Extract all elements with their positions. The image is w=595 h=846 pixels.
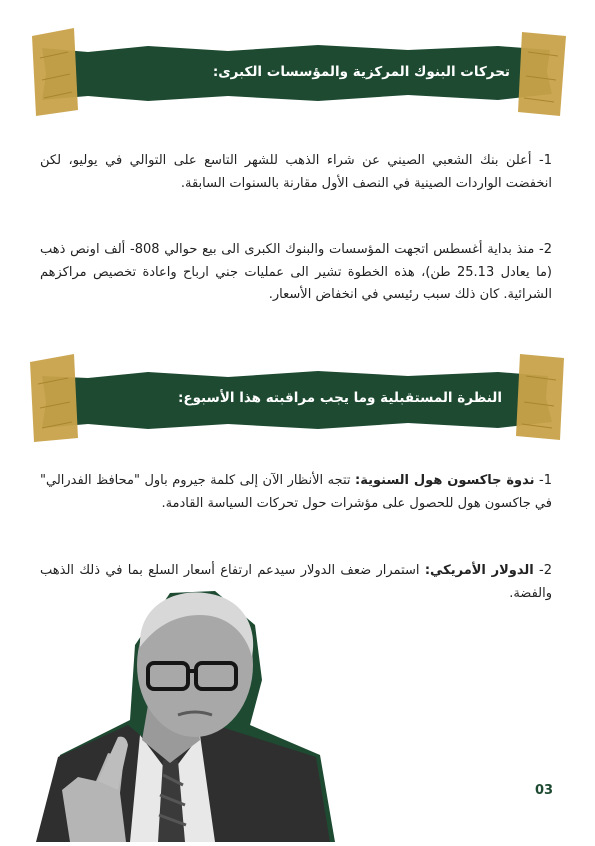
tape-right [516, 354, 564, 440]
section2-banner [28, 352, 568, 444]
item-text: تتجه الأنظار الآن إلى كلمة جيروم باول "محافظ الفدرالي" في جاكسون هول للحصول على مؤشرات حول تحركات السياسة القادمة. [40, 473, 552, 511]
tape-right [518, 32, 566, 116]
item-prefix: 2- [533, 563, 552, 578]
section1-banner [28, 28, 568, 118]
item-heading: الدولار الأمريكي: [424, 563, 534, 578]
tape-left [32, 28, 78, 116]
section1-title: تحركات البنوك المركزية والمؤسسات الكبرى: [212, 64, 510, 80]
item-prefix: 1- [534, 473, 552, 488]
section2-item-1 [40, 470, 552, 515]
page-number: 03 [535, 783, 554, 798]
tape-left [30, 354, 78, 442]
item-heading: ندوة جاكسون هول السنوية: [355, 473, 535, 488]
item-text: استمرار ضعف الدولار سيدعم ارتفاع أسعار السلع بما في ذلك الذهب والفضة. [40, 563, 552, 601]
section2-title: النظرة المستقبلية وما يجب مراقبته هذا الأسبوع: [177, 390, 502, 406]
section1-item-1: 1- أعلن بنك الشعبي الصيني عن شراء الذهب للشهر التاسع على التوالي في يوليو، لكن انخفضت الواردات الصينية في النصف الأول مقارنة بالسنوات السابقة. [40, 153, 552, 191]
portrait-photo [0, 585, 340, 846]
section1-item-2: 2- منذ بداية أغسطس اتجهت المؤسسات والبنوك الكبرى الى بيع حوالي 808- ألف اونص ذهب (ما يعادل 25.13 طن)، هذه الخطوة تشير الى عمليات جني ارباح واعادة تخصيص مراكزهم الشرائية. كان ذلك سبب رئيسي في انخفاض الأسعار. [40, 242, 552, 302]
